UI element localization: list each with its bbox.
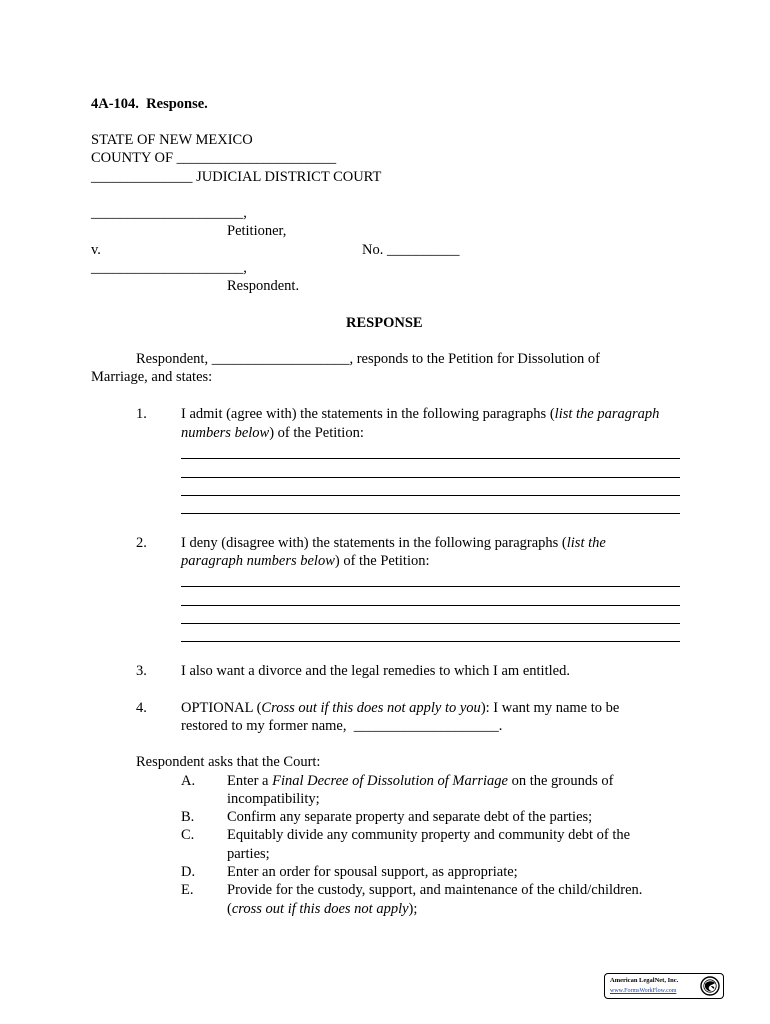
ask-d-text: Enter an order for spousal support, as appropriate; — [227, 864, 518, 880]
item-1-line-1: I admit (agree with) the statements in the following paragraphs (list the paragraph — [181, 406, 660, 422]
item-3-text: I also want a divorce and the legal remedies to which I am entitled. — [181, 663, 570, 679]
ask-a-line-2: incompatibility; — [227, 791, 320, 807]
petitioner-name-blank: _____________________, — [91, 205, 247, 221]
item-1-answer-line[interactable] — [181, 495, 680, 496]
ask-e-line-2: (cross out if this does not apply); — [227, 901, 418, 917]
item-2-answer-line[interactable] — [181, 605, 680, 606]
publisher-name: American LegalNet, Inc. — [610, 977, 679, 984]
item-4-line-2: restored to my former name, ____________________. — [181, 718, 503, 734]
item-2-number: 2. — [136, 535, 147, 551]
intro-line-2: Marriage, and states: — [91, 369, 213, 385]
item-2-line-2: paragraph numbers below) of the Petition: — [181, 553, 430, 569]
caption-state: STATE OF NEW MEXICO — [91, 132, 253, 148]
item-4-line-1: OPTIONAL (Cross out if this does not apply to you): I want my name to be — [181, 700, 620, 716]
publisher-footer — [604, 973, 724, 999]
respondent-name-blank: _____________________, — [91, 260, 247, 276]
item-1-answer-line[interactable] — [181, 477, 680, 478]
respondent-label: Respondent. — [227, 278, 300, 294]
publisher-url-link[interactable]: www.FormsWorkFlow.com — [610, 988, 677, 994]
caption-court: ______________ JUDICIAL DISTRICT COURT — [91, 169, 382, 185]
item-1-line-2: numbers below) of the Petition: — [181, 425, 364, 441]
item-4-number: 4. — [136, 700, 147, 716]
item-2-answer-line[interactable] — [181, 641, 680, 642]
item-1-answer-line[interactable] — [181, 458, 680, 459]
ask-a-line-1: Enter a Final Decree of Dissolution of Marriage on the grounds of — [227, 773, 614, 789]
ask-b-letter: B. — [181, 809, 195, 825]
petitioner-label: Petitioner, — [227, 223, 287, 239]
form-code-title: 4A-104. Response. — [91, 96, 208, 112]
ask-b-text: Confirm any separate property and separate debt of the parties; — [227, 809, 593, 825]
ask-c-line-1: Equitably divide any community property and community debt of the — [227, 827, 631, 843]
item-1-answer-line[interactable] — [181, 513, 680, 514]
ask-e-line-1: Provide for the custody, support, and maintenance of the child/children. — [227, 882, 643, 898]
asks-intro: Respondent asks that the Court: — [136, 754, 321, 770]
document-heading: RESPONSE — [346, 315, 423, 331]
item-2-answer-line[interactable] — [181, 623, 680, 624]
item-2-answer-line[interactable] — [181, 586, 680, 587]
globe-seal-icon — [700, 976, 720, 996]
case-number: No. __________ — [362, 242, 460, 258]
ask-a-letter: A. — [181, 773, 196, 789]
item-1-number: 1. — [136, 406, 147, 422]
ask-c-letter: C. — [181, 827, 195, 843]
item-3-number: 3. — [136, 663, 147, 679]
ask-e-letter: E. — [181, 882, 194, 898]
ask-c-line-2: parties; — [227, 846, 270, 862]
ask-d-letter: D. — [181, 864, 196, 880]
item-2-line-1: I deny (disagree with) the statements in the following paragraphs (list the — [181, 535, 606, 551]
caption-county: COUNTY OF ______________________ — [91, 150, 337, 166]
intro-line-1: Respondent, ___________________, responds to the Petition for Dissolution of — [136, 351, 600, 367]
versus-label: v. — [91, 242, 101, 258]
